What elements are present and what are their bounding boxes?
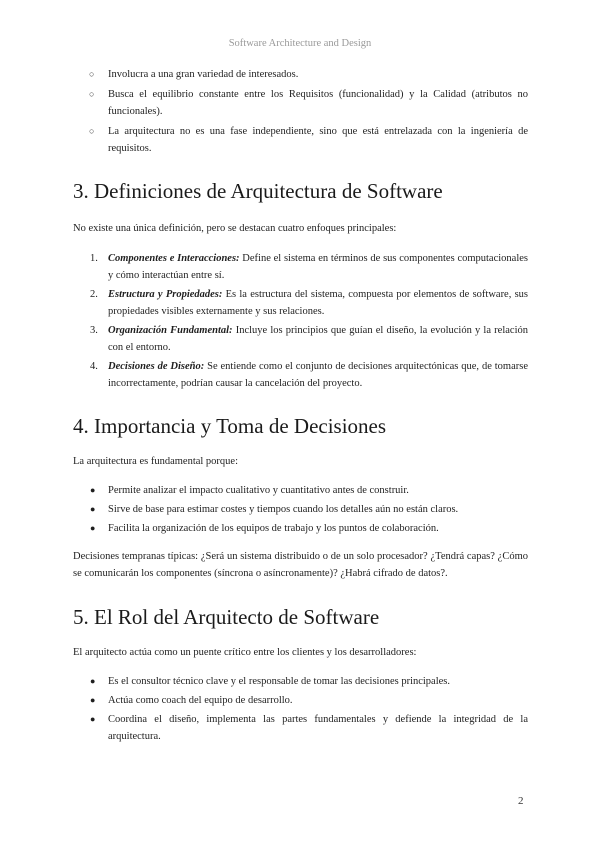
list-item: ● Es el consultor técnico clave y el responsable de tomar las decisiones principales. [73, 673, 528, 690]
bullet-icon: ● [90, 523, 96, 533]
section-5-intro: El arquitecto actúa como un puente crítico entre los clientes y los desarrolladores: [73, 647, 417, 658]
term: Organización Fundamental: [108, 325, 233, 336]
list-item: 2. Estructura y Propiedades: Es la estructura del sistema, compuesta por elementos de software, sus propiedades visibles externamente y sus relaciones. [90, 289, 529, 317]
list-item: 1. Componentes e Interacciones: Define el sistema en términos de sus componentes computacionales y cómo interactúan entre sí. [90, 253, 528, 281]
running-header: Software Architecture and Design [228, 38, 372, 49]
term: Decisiones de Diseño: [108, 361, 205, 372]
section-3-numbered-list [73, 250, 528, 392]
top-circle-list [73, 66, 528, 157]
list-item: ○ La arquitectura no es una fase independiente, sino que está entrelazada con la ingeniería de requisitos. [73, 123, 528, 157]
section-4-closing: Decisiones tempranas típicas: ¿Será un sistema distribuido o de un solo procesador? ¿Tendrá capas? ¿Cómo se comunicarán los componentes (síncrona o asíncronamente)? ¿Habrá cifrado de datos?. [73, 551, 528, 579]
section-4-heading: 4. Importancia y Toma de Decisiones [73, 414, 387, 438]
list-item: ● Facilita la organización de los equipos de trabajo y los puntos de colaboración. [73, 520, 528, 537]
bullet-icon: ● [90, 485, 96, 495]
circle-bullet-icon: ○ [89, 89, 95, 99]
circle-bullet-icon: ○ [89, 69, 95, 79]
page-number: 2 [518, 795, 524, 807]
bullet-icon: ● [90, 676, 96, 686]
section-5-bullet-list [73, 673, 528, 745]
list-item: ○ Involucra a una gran variedad de interesados. [73, 66, 528, 83]
circle-bullet-icon: ○ [89, 126, 95, 136]
term: Estructura y Propiedades: [108, 289, 223, 300]
section-3-intro: No existe una única definición, pero se destacan cuatro enfoques principales: [73, 223, 397, 234]
section-5-heading: 5. El Rol del Arquitecto de Software [73, 605, 380, 629]
list-item: ● Sirve de base para estimar costes y tiempos cuando los detalles aún no están claros. [73, 501, 528, 518]
list-item: ● Actúa como coach del equipo de desarrollo. [73, 692, 528, 709]
page-body [73, 66, 528, 747]
section-3-heading: 3. Definiciones de Arquitectura de Software [73, 179, 443, 203]
list-item: 4. Decisiones de Diseño: Se entiende como el conjunto de decisiones arquitectónicas que, de tomarse incorrectamente, podrían causar la cancelación del proyecto. [90, 361, 528, 389]
term: Componentes e Interacciones: [108, 253, 240, 264]
section-4-bullet-list [73, 482, 528, 537]
list-item: ● Permite analizar el impacto cualitativo y cuantitativo antes de construir. [73, 482, 528, 499]
list-item: ○ Busca el equilibrio constante entre los Requisitos (funcionalidad) y la Calidad (atributos no funcionales). [73, 86, 528, 120]
bullet-icon: ● [90, 504, 96, 514]
bullet-icon: ● [90, 695, 96, 705]
bullet-icon: ● [90, 714, 96, 724]
section-4-intro: La arquitectura es fundamental porque: [73, 456, 239, 467]
list-item: 3. Organización Fundamental: Incluye los principios que guían el diseño, la evolución y la relación con el entorno. [90, 325, 528, 353]
list-item: ● Coordina el diseño, implementa las partes fundamentales y defiende la integridad de la arquitectura. [73, 711, 528, 745]
